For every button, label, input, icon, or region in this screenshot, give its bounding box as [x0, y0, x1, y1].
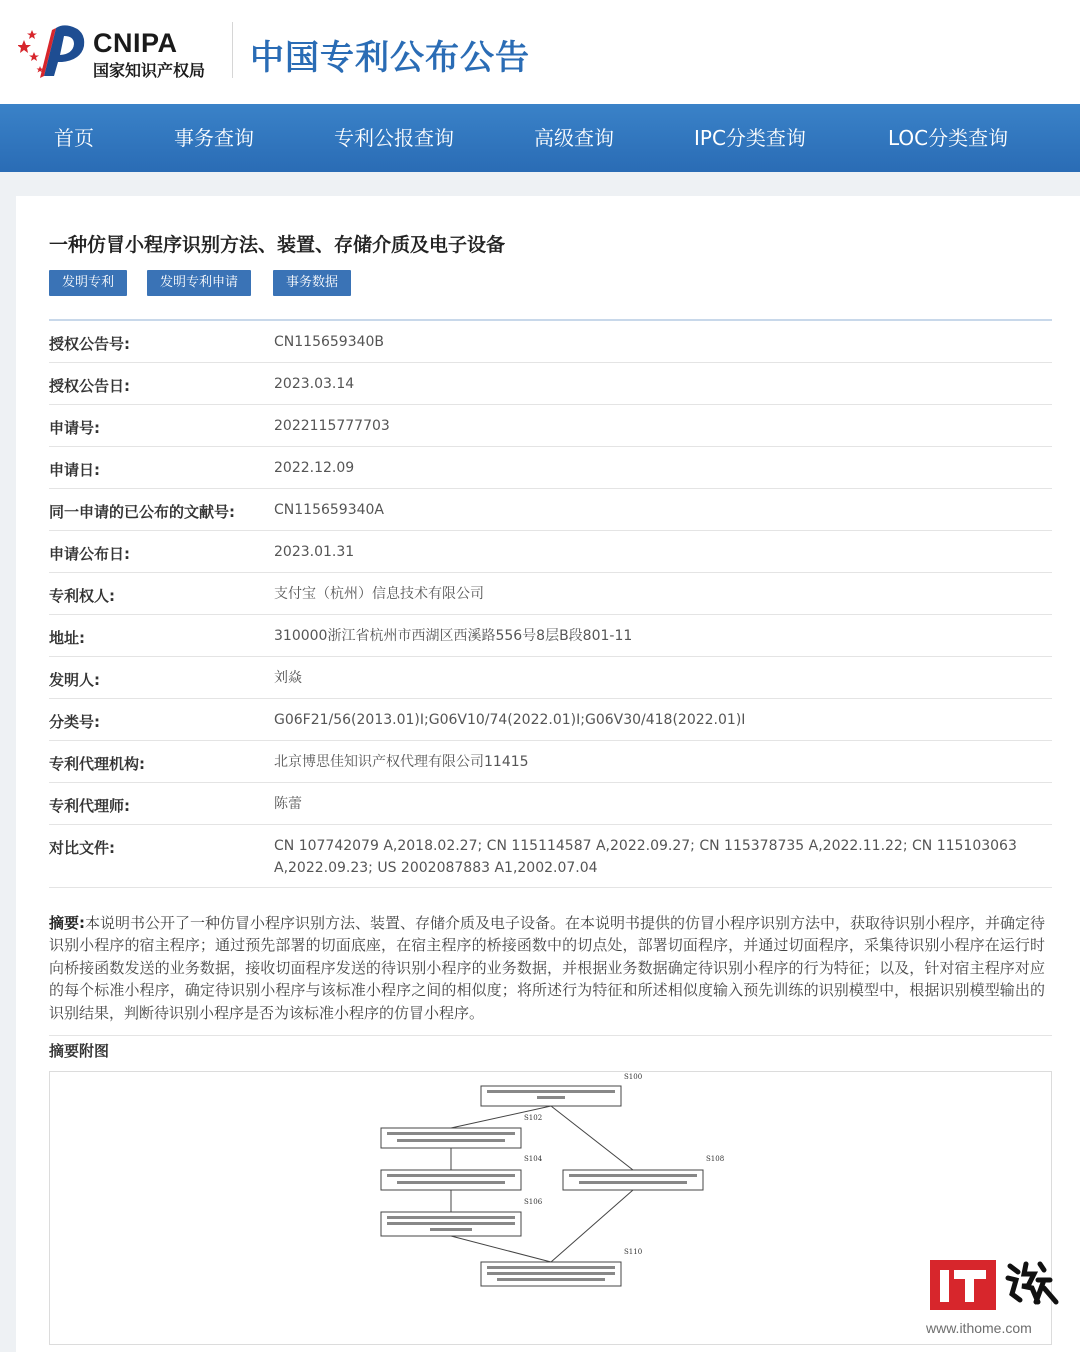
field-row-inventor — [49, 657, 1052, 699]
abstract-rule — [49, 1035, 1052, 1036]
nav-gazette-query[interactable]: 专利公报查询 — [334, 126, 454, 150]
field-row-published-doc-no — [49, 489, 1052, 531]
step-label: S106 — [524, 1198, 543, 1206]
field-row-grant-date — [49, 363, 1052, 405]
site-header — [0, 0, 1080, 104]
abstract — [49, 912, 1045, 1024]
patent-detail-card — [16, 196, 1080, 1352]
tag-affairs-data[interactable]: 事务数据 — [273, 270, 351, 296]
flowchart-figure — [50, 1072, 1051, 1344]
patent-fields — [49, 321, 1052, 888]
logo-text-cn: 国家知识产权局 — [93, 61, 206, 80]
abstract-figure[interactable] — [49, 1071, 1052, 1345]
field-row-application-no — [49, 405, 1052, 447]
step-label: S100 — [624, 1073, 643, 1081]
flow-box-s102 — [381, 1128, 521, 1148]
header-divider — [232, 22, 233, 78]
nav-ipc-query[interactable]: IPC分类查询 — [694, 126, 806, 150]
field-row-publication-date — [49, 531, 1052, 573]
field-value: 支付宝（杭州）信息技术有限公司 — [274, 586, 484, 602]
abstract-text: 本说明书公开了一种仿冒小程序识别方法、装置、存储介质及电子设备。在本说明书提供的仿冒小程序识别方法中，获取待识别小程序，并确定待识别小程序的宿主程序；通过预先部署的切面底座，在宿主程序的桥接函数中的切点处，部署切面程序，并通过切面程序，采集待识别小程序在运行时向桥接函数发送的业务数据，接收切面程序发送的待识别小程序的业务数据，并根据业务数据确定待识别小程序的行为特征；以及，针对宿主程序对应的每个标准小程序，确定待识别小程序与该标准小程序之间的相似度；将所述行为特征和所述相似度输入预先训练的识别模型中，根据识别模型输出的识别结果，判断待识别小程序是否为该标准小程序的仿冒小程序。 — [49, 914, 1046, 1022]
field-row-application-date — [49, 447, 1052, 489]
field-label: 专利代理师: — [49, 797, 130, 815]
ithome-url: www.ithome.com — [926, 1320, 1032, 1336]
field-value: 陈蕾 — [274, 796, 302, 812]
field-value: G06F21/56(2013.01)I;G06V10/74(2022.01)I;G06V30/418(2022.01)I — [274, 712, 746, 728]
field-label: 地址: — [49, 629, 85, 647]
field-row-grant-no — [49, 321, 1052, 363]
nav-loc-query[interactable]: LOC分类查询 — [888, 126, 1009, 150]
step-label: S104 — [524, 1155, 543, 1163]
logo-text-en: CNIPA — [93, 28, 178, 58]
patent-title: 一种仿冒小程序识别方法、装置、存储介质及电子设备 — [49, 234, 506, 256]
ithome-watermark — [926, 1258, 1066, 1342]
field-label: 专利代理机构: — [49, 755, 145, 773]
main-nav — [0, 104, 1080, 172]
field-label: 授权公告日: — [49, 377, 130, 395]
field-label: 发明人: — [49, 671, 100, 689]
flow-box-s104 — [381, 1170, 521, 1190]
field-value: CN 107742079 A,2018.02.27; CN 115114587 A,2022.09.27; CN 115378735 A,2022.11.22; CN 115103063 A,2022.09.23; US 2002087883 A1,2002.07.04 — [274, 838, 1017, 876]
field-value: 北京博思佳知识产权代理有限公司11415 — [274, 754, 529, 770]
field-value: 2023.01.31 — [274, 544, 355, 560]
site-title: 中国专利公布公告 — [250, 38, 530, 78]
step-label: S102 — [524, 1114, 543, 1122]
field-row-agent — [49, 783, 1052, 825]
field-label: 同一申请的已公布的文献号: — [49, 503, 235, 521]
flow-box-s108 — [563, 1170, 703, 1190]
field-value: 2023.03.14 — [274, 376, 355, 392]
nav-affairs-query[interactable]: 事务查询 — [174, 126, 254, 150]
nav-advanced-query[interactable]: 高级查询 — [534, 126, 614, 150]
field-label: 申请日: — [49, 461, 100, 479]
tag-invention-application[interactable]: 发明专利申请 — [147, 270, 251, 296]
field-label: 授权公告号: — [49, 335, 130, 353]
field-label: 专利权人: — [49, 587, 115, 605]
field-label: 对比文件: — [49, 839, 115, 857]
field-row-cited-docs — [49, 825, 1052, 888]
field-value: CN115659340B — [274, 334, 385, 350]
field-label: 申请号: — [49, 419, 100, 437]
cnipa-logo[interactable] — [18, 22, 223, 82]
field-value: 2022115777703 — [274, 418, 390, 434]
field-value: 2022.12.09 — [274, 460, 355, 476]
nav-home[interactable]: 首页 — [54, 126, 94, 150]
field-row-classification — [49, 699, 1052, 741]
field-label: 分类号: — [49, 713, 100, 731]
field-row-agency — [49, 741, 1052, 783]
figure-title: 摘要附图 — [49, 1042, 110, 1060]
abstract-label: 摘要: — [49, 914, 85, 932]
field-row-patentee — [49, 573, 1052, 615]
field-label: 申请公布日: — [49, 545, 130, 563]
step-label: S108 — [706, 1155, 725, 1163]
tag-invention-patent[interactable]: 发明专利 — [49, 270, 127, 296]
field-value: CN115659340A — [274, 502, 384, 518]
field-row-address — [49, 615, 1052, 657]
field-value: 刘焱 — [274, 670, 302, 686]
cnipa-emblem-icon — [18, 22, 90, 80]
field-value: 310000浙江省杭州市西湖区西溪路556号8层B段801-11 — [274, 628, 633, 644]
step-label: S110 — [624, 1248, 643, 1256]
